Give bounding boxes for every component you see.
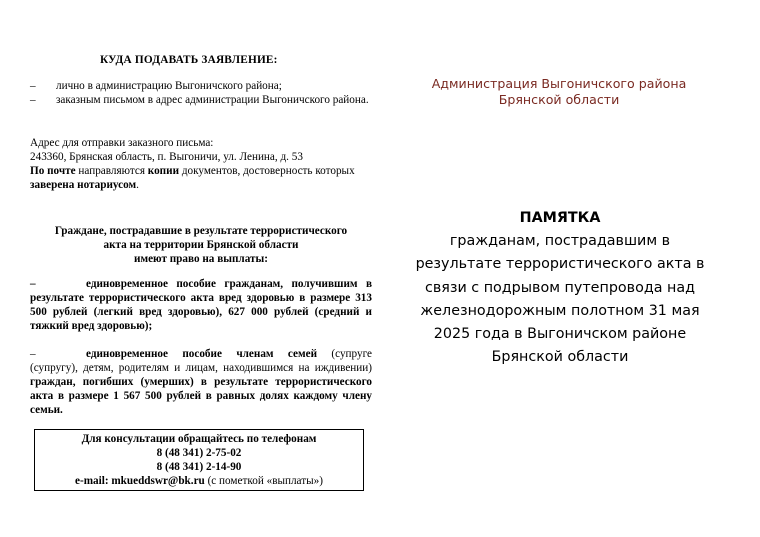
benefit-family-text: (супруге (супругу), детям, родителям и лицам, находившимся на иждивении) xyxy=(30,348,372,374)
email-line xyxy=(35,474,363,488)
contacts-title: Для консультации обращайтесь по телефонам xyxy=(81,433,317,445)
mail-note-text: . xyxy=(136,179,139,191)
memo-line: железнодорожным полотном 31 мая xyxy=(420,302,700,319)
benefit-family-bold: единовременное пособие членам семей xyxy=(86,348,318,360)
memo-line: 2025 года в Выгоничском районе xyxy=(433,326,687,343)
benefit-family-bold: граждан, погибших (умерших) в результате террористического акта в размере 1 567 500 рублей в равных долях каждому члену семьи. xyxy=(30,376,372,416)
mail-note xyxy=(30,164,372,192)
email-address: e-mail: mkueddswr@bk.ru xyxy=(75,475,205,487)
submit-option-text: заказным письмом в адрес администрации Выгоничского района. xyxy=(56,94,369,106)
list-item xyxy=(30,79,370,93)
contacts-box xyxy=(34,429,364,491)
dash-symbol: – xyxy=(30,278,36,290)
benefit-family-paragraph xyxy=(30,347,372,417)
memo-block xyxy=(400,207,720,369)
mail-note-bold: заверена нотариусом xyxy=(30,179,137,191)
administration-name xyxy=(408,76,710,107)
dash-marker xyxy=(30,277,86,291)
phone-number: 8 (48 341) 2-14-90 xyxy=(156,461,242,473)
benefit-injury-text: единовременное пособие гражданам, получившим в результате террористического акта вред здоровью в размере 313 500 рублей (легкий вред здоровью), 627 000 рублей (средний и тяжкий вред здоровью); xyxy=(30,278,372,332)
submit-options-list xyxy=(30,79,370,107)
application-heading: КУДА ПОДАВАТЬ ЗАЯВЛЕНИЕ: xyxy=(100,54,278,66)
administration-line: Администрация Выгоничского района xyxy=(431,76,687,91)
submit-option-text: лично в администрацию Выгоничского района; xyxy=(56,80,282,92)
mail-note-bold: По почте xyxy=(30,165,76,177)
memo-line: гражданам, пострадавшим в xyxy=(449,233,671,250)
list-item xyxy=(30,93,370,107)
dash-symbol: – xyxy=(30,348,36,360)
memo-line: Брянской области xyxy=(491,349,629,366)
memo-line: результате террористического акта в xyxy=(415,256,705,273)
rights-heading-line: имеют право на выплаты: xyxy=(134,253,268,265)
benefit-injury-paragraph xyxy=(30,277,372,333)
dash-marker: – xyxy=(30,80,36,92)
mail-note-text: документов, достоверность которых xyxy=(179,165,355,177)
memo-line: связи с подрывом путепровода над xyxy=(424,279,696,296)
rights-heading xyxy=(30,224,372,266)
dash-marker: – xyxy=(30,94,36,106)
email-note: (с пометкой «выплаты») xyxy=(204,475,323,487)
administration-line: Брянской области xyxy=(498,91,620,107)
address-label: Адрес для отправки заказного письма: xyxy=(30,137,214,149)
rights-heading-line: акта на территории Брянской области xyxy=(103,239,299,251)
dash-marker xyxy=(30,347,86,361)
mail-note-bold: копии xyxy=(147,165,180,177)
phone-number: 8 (48 341) 2-75-02 xyxy=(156,447,242,459)
address-value: 243360, Брянская область, п. Выгоничи, ул. Ленина, д. 53 xyxy=(30,151,303,163)
mail-note-text: направляются xyxy=(75,165,148,177)
rights-heading-line: Граждане, пострадавшие в результате террористического xyxy=(54,225,348,237)
memo-title: ПАМЯТКА xyxy=(519,210,601,226)
mailing-address-block xyxy=(30,136,372,192)
